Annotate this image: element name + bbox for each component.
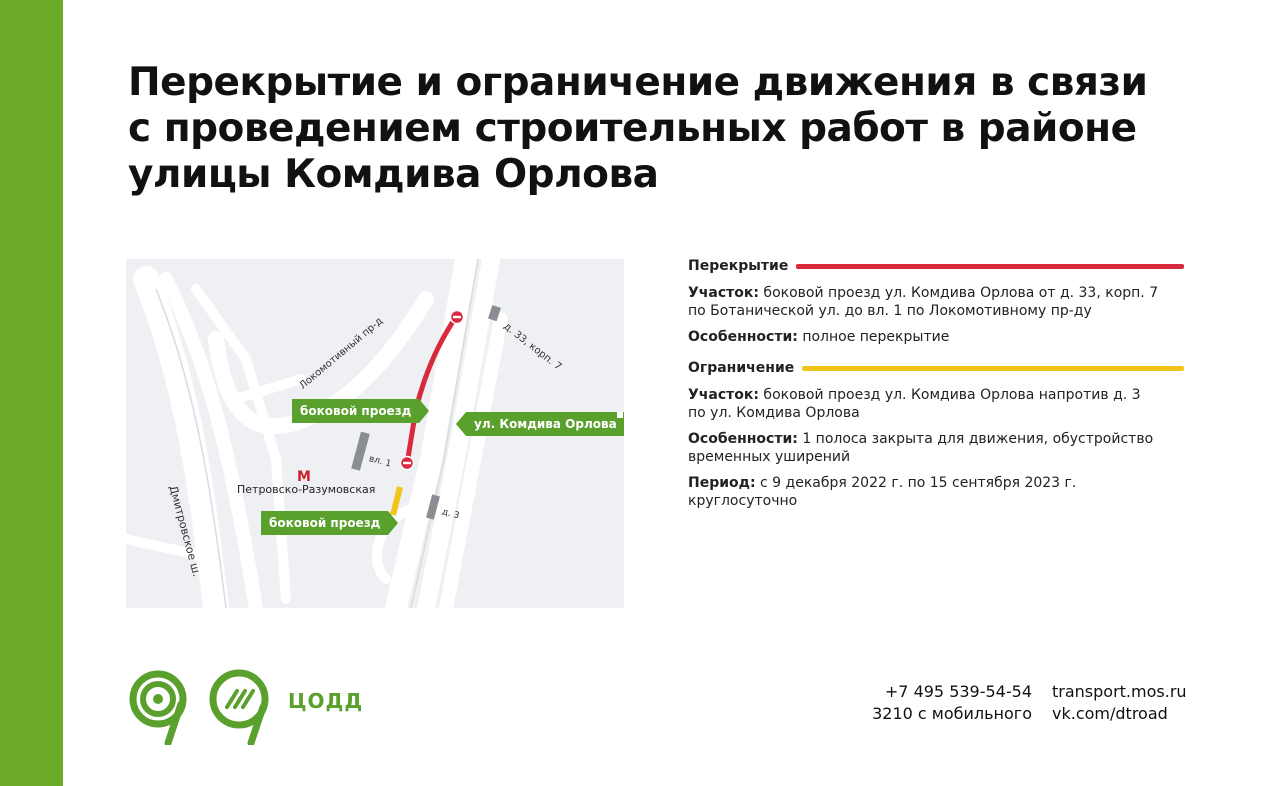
restriction-features-label: Особенности:: [688, 431, 798, 447]
restriction-period-label: Период:: [688, 475, 756, 491]
closure-start-sign: [451, 311, 464, 324]
restriction-heading: Ограничение: [688, 360, 795, 376]
side-road-top-tag: боковой проезд: [292, 399, 419, 423]
page-title: Перекрытие и ограничение движения в связи с проведением строительных работ в районе улицы Комдива Орлова: [128, 60, 1148, 197]
closure-heading-row: [688, 256, 1184, 276]
dmitrovskoe-label: Дмитровское ш.: [166, 484, 204, 579]
info-panel: [688, 256, 1184, 510]
vl1-label: вл. 1: [367, 454, 393, 470]
mobile-number: 3210 с мобильного: [872, 704, 1032, 723]
d3-label: д. 3: [440, 507, 461, 522]
closure-features-label: Особенности:: [688, 329, 798, 345]
phone-number[interactable]: +7 495 539-54-54: [884, 682, 1032, 701]
restriction-section: [688, 386, 1184, 422]
restriction-legend-line: [802, 366, 1184, 371]
web-contacts: [1052, 681, 1192, 725]
closure-features-text: полное перекрытие: [797, 329, 950, 345]
closure-section-label: Участок:: [688, 285, 759, 301]
closure-features: [688, 328, 1184, 346]
restriction-section-label: Участок:: [688, 387, 759, 403]
brand-stripe: [0, 0, 63, 786]
closure-end-sign: [401, 457, 414, 470]
phone-contacts: [862, 681, 1032, 725]
closure-heading: Перекрытие: [688, 258, 789, 274]
komdiv-street-tag: ул. Комдива Орлова: [466, 412, 624, 436]
vk-link[interactable]: vk.com/dtroad: [1052, 704, 1168, 723]
restriction-period-text: с 9 декабря 2022 г. по 15 сентября 2023 г. круглосуточно: [688, 475, 1077, 509]
lokomotivny-label: Локомотивный пр-д: [297, 315, 386, 392]
restriction-heading-row: [688, 358, 1184, 378]
closure-section: [688, 284, 1184, 320]
side-road-bottom-tag: боковой проезд: [261, 511, 388, 535]
metro-icon: М: [297, 469, 311, 485]
restriction-section-text: боковой проезд ул. Комдива Орлова напротив д. 3 по ул. Комдива Орлова: [688, 387, 1141, 421]
closure-section-text: боковой проезд ул. Комдива Орлова от д. 33, корп. 7 по Ботанической ул. до вл. 1 по Локомотивному пр-ду: [688, 285, 1159, 319]
codd-logo-text: ЦОДД: [288, 689, 364, 713]
restriction-features: [688, 430, 1184, 466]
restriction-period: [688, 474, 1184, 510]
codd-logo-icon: [207, 669, 275, 745]
route-map: [126, 259, 624, 608]
restriction-features-text: 1 полоса закрыта для движения, обустройство временных уширений: [688, 431, 1154, 465]
d33-label: д. 33, корп. 7: [501, 321, 564, 373]
metro-station-name: Петровско-Разумовская: [237, 483, 376, 496]
site-link[interactable]: transport.mos.ru: [1052, 682, 1187, 701]
closure-legend-line: [796, 264, 1184, 269]
moscow-transport-logo-icon: [128, 669, 196, 745]
